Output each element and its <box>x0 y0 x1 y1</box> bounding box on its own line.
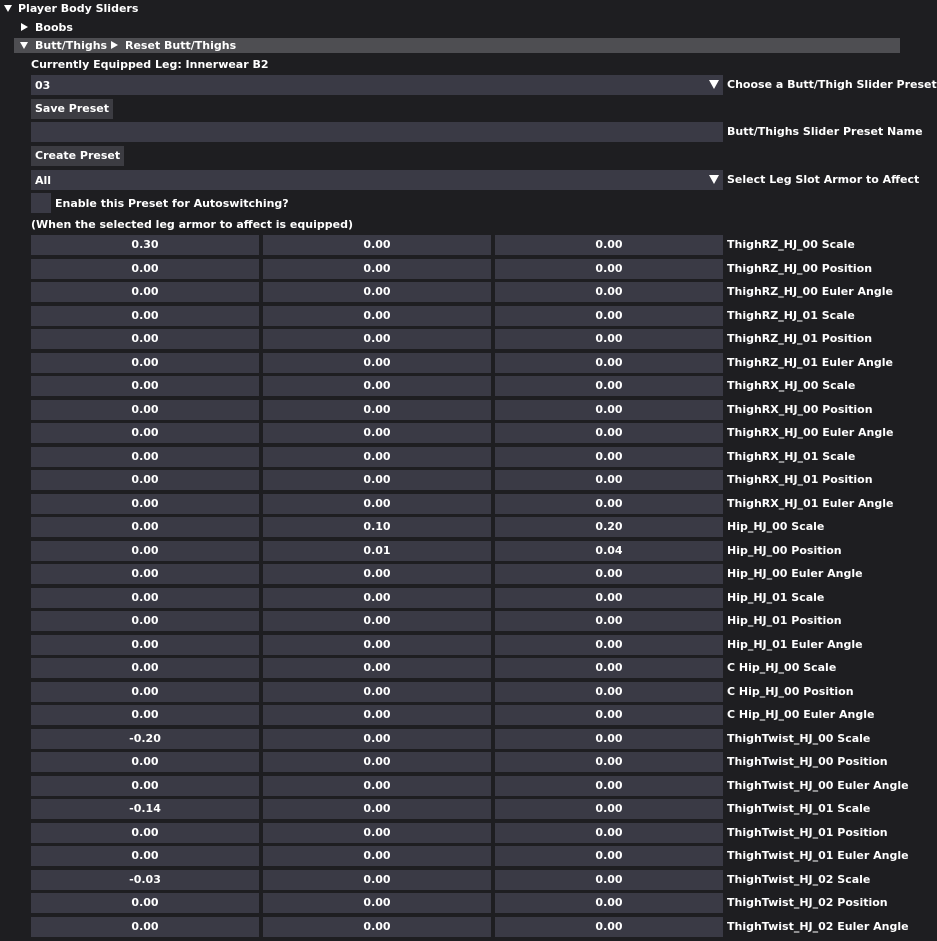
slider-value-field[interactable]: 0.00 <box>495 494 723 514</box>
slider-value-field[interactable]: 0.00 <box>31 776 259 796</box>
slider-row <box>0 729 900 750</box>
slider-row <box>0 611 900 632</box>
slider-value-field[interactable]: 0.00 <box>495 846 723 866</box>
slider-value-field[interactable]: 0.00 <box>263 447 491 467</box>
slider-value-field[interactable]: 0.00 <box>263 752 491 772</box>
slider-value-field[interactable]: 0.00 <box>31 353 259 373</box>
slider-value-field[interactable]: 0.00 <box>31 752 259 772</box>
slider-row-label: C Hip_HJ_00 Euler Angle <box>727 708 875 721</box>
slider-value-field[interactable]: 0.00 <box>495 400 723 420</box>
dropdown-arrow-icon <box>709 80 719 89</box>
slider-value-field[interactable]: 0.00 <box>31 329 259 349</box>
slider-row-label: ThighTwist_HJ_01 Scale <box>727 802 871 815</box>
slider-value-field[interactable]: -0.03 <box>31 870 259 890</box>
chevron-right-icon <box>111 41 118 49</box>
slider-row-label: ThighRX_HJ_00 Scale <box>727 379 856 392</box>
leg-slot-select[interactable] <box>31 170 723 190</box>
slider-row-label: ThighRZ_HJ_01 Euler Angle <box>727 356 893 369</box>
chevron-right-icon <box>21 23 28 31</box>
preset-select[interactable] <box>31 75 723 95</box>
preset-name-input[interactable] <box>31 122 723 142</box>
slider-row <box>0 846 909 867</box>
slider-value-field[interactable]: 0.00 <box>263 635 491 655</box>
slider-value-field[interactable]: 0.00 <box>31 541 259 561</box>
slider-rows <box>0 235 909 941</box>
equipped-leg-text: Currently Equipped Leg: Innerwear B2 <box>31 58 269 71</box>
autoswitch-note: (When the selected leg armor to affect is equipped) <box>31 218 353 231</box>
slider-value-field[interactable]: 0.00 <box>495 705 723 725</box>
slider-value-field[interactable]: 0.00 <box>263 376 491 396</box>
slider-value-field[interactable]: 0.00 <box>495 611 723 631</box>
slider-value-field[interactable]: 0.00 <box>495 235 723 255</box>
slider-value-field[interactable]: 0.00 <box>495 376 723 396</box>
slider-value-field[interactable]: 0.00 <box>263 729 491 749</box>
slider-row <box>0 893 900 914</box>
slider-value-field[interactable]: 0.00 <box>263 893 491 913</box>
slider-row-label: Hip_HJ_01 Position <box>727 614 842 627</box>
slider-row <box>0 329 900 350</box>
slider-row-label: ThighRZ_HJ_00 Scale <box>727 238 855 251</box>
reset-butt-thighs-node[interactable]: Reset Butt/Thighs <box>125 39 237 52</box>
slider-value-field[interactable]: 0.00 <box>31 917 259 937</box>
slider-row-label: C Hip_HJ_00 Scale <box>727 661 837 674</box>
leg-slot-select-label: Select Leg Slot Armor to Affect <box>727 173 920 186</box>
slider-row-label: ThighRX_HJ_01 Euler Angle <box>727 497 894 510</box>
slider-row <box>0 494 900 515</box>
slider-value-field[interactable]: 0.00 <box>263 846 491 866</box>
slider-value-field[interactable]: 0.01 <box>263 541 491 561</box>
slider-row <box>0 752 900 773</box>
slider-value-field[interactable]: 0.00 <box>263 682 491 702</box>
slider-value-field[interactable]: 0.00 <box>31 682 259 702</box>
slider-value-field[interactable]: 0.00 <box>31 588 259 608</box>
slider-value-field[interactable]: 0.04 <box>495 541 723 561</box>
leg-slot-select-value: All <box>35 174 52 187</box>
slider-row-label: ThighRZ_HJ_01 Scale <box>727 309 855 322</box>
slider-value-field[interactable]: 0.00 <box>263 917 491 937</box>
slider-value-field[interactable]: 0.00 <box>263 400 491 420</box>
slider-value-field[interactable]: 0.00 <box>31 823 259 843</box>
create-preset-button[interactable]: Create Preset <box>31 146 124 166</box>
slider-row <box>0 376 900 397</box>
slider-row <box>0 776 909 797</box>
slider-value-field[interactable]: 0.00 <box>495 259 723 279</box>
slider-row-label: ThighTwist_HJ_00 Euler Angle <box>727 779 909 792</box>
slider-row <box>0 917 909 938</box>
tree-node-butt-thighs[interactable] <box>14 38 900 53</box>
slider-value-field[interactable]: 0.00 <box>263 870 491 890</box>
slider-value-field[interactable]: 0.00 <box>495 470 723 490</box>
preset-select-value: 03 <box>35 79 51 92</box>
slider-row-label: ThighRX_HJ_01 Position <box>727 473 873 486</box>
slider-value-field[interactable]: 0.00 <box>495 306 723 326</box>
slider-value-field[interactable]: 0.00 <box>263 306 491 326</box>
slider-row-label: ThighTwist_HJ_00 Position <box>727 755 888 768</box>
slider-row <box>0 447 900 468</box>
slider-row-label: ThighTwist_HJ_02 Position <box>727 896 888 909</box>
slider-value-field[interactable]: 0.00 <box>495 799 723 819</box>
slider-value-field[interactable]: 0.00 <box>495 282 723 302</box>
slider-row-label: ThighRX_HJ_01 Scale <box>727 450 856 463</box>
slider-value-field[interactable]: 0.00 <box>31 376 259 396</box>
slider-row <box>0 658 900 679</box>
slider-row-label: ThighRX_HJ_00 Euler Angle <box>727 426 894 439</box>
slider-row <box>0 635 900 656</box>
slider-row <box>0 235 900 256</box>
slider-value-field[interactable]: 0.00 <box>495 682 723 702</box>
slider-value-field[interactable]: 0.00 <box>495 564 723 584</box>
slider-value-field[interactable]: 0.00 <box>31 494 259 514</box>
slider-value-field[interactable]: 0.00 <box>31 259 259 279</box>
slider-value-field[interactable]: 0.00 <box>31 517 259 537</box>
slider-value-field[interactable]: 0.00 <box>31 400 259 420</box>
slider-value-field[interactable]: 0.00 <box>263 494 491 514</box>
slider-value-field[interactable]: 0.00 <box>31 564 259 584</box>
tree-node-boobs[interactable] <box>14 19 314 37</box>
slider-row <box>0 799 900 820</box>
slider-value-field[interactable]: 0.00 <box>495 588 723 608</box>
slider-value-field[interactable]: 0.00 <box>31 470 259 490</box>
slider-value-field[interactable]: 0.00 <box>31 635 259 655</box>
tree-node-label: Player Body Sliders <box>18 2 139 15</box>
slider-value-field[interactable]: 0.00 <box>31 282 259 302</box>
slider-row-label: Hip_HJ_01 Scale <box>727 591 825 604</box>
slider-row-label: ThighRZ_HJ_00 Position <box>727 262 873 275</box>
slider-row <box>0 353 900 374</box>
slider-value-field[interactable]: 0.00 <box>263 235 491 255</box>
slider-row <box>0 823 900 844</box>
slider-row <box>0 400 900 421</box>
autoswitch-label: Enable this Preset for Autoswitching? <box>55 197 289 210</box>
slider-row-label: Hip_HJ_01 Euler Angle <box>727 638 863 651</box>
slider-value-field[interactable]: 0.00 <box>263 658 491 678</box>
slider-row-label: ThighRZ_HJ_01 Position <box>727 332 873 345</box>
slider-row <box>0 306 900 327</box>
slider-value-field[interactable]: -0.20 <box>31 729 259 749</box>
slider-value-field[interactable]: 0.10 <box>263 517 491 537</box>
slider-row <box>0 870 900 891</box>
save-preset-button[interactable]: Save Preset <box>31 99 113 119</box>
slider-row-label: ThighTwist_HJ_02 Scale <box>727 873 871 886</box>
slider-row <box>0 470 900 491</box>
slider-value-field[interactable]: 0.00 <box>263 588 491 608</box>
slider-value-field[interactable]: 0.00 <box>263 423 491 443</box>
dropdown-arrow-icon <box>709 175 719 184</box>
slider-row <box>0 588 900 609</box>
slider-value-field[interactable]: 0.00 <box>31 447 259 467</box>
slider-row-label: Hip_HJ_00 Euler Angle <box>727 567 863 580</box>
chevron-down-icon <box>4 5 12 12</box>
slider-row <box>0 541 900 562</box>
slider-value-field[interactable]: 0.00 <box>495 729 723 749</box>
slider-row-label: ThighRZ_HJ_00 Euler Angle <box>727 285 893 298</box>
slider-value-field[interactable]: 0.00 <box>263 282 491 302</box>
slider-value-field[interactable]: -0.14 <box>31 799 259 819</box>
slider-value-field[interactable]: 0.00 <box>263 470 491 490</box>
slider-row-label: C Hip_HJ_00 Position <box>727 685 854 698</box>
slider-value-field[interactable]: 0.00 <box>495 423 723 443</box>
preset-select-label: Choose a Butt/Thigh Slider Preset <box>727 78 937 91</box>
slider-value-field[interactable]: 0.00 <box>263 329 491 349</box>
slider-value-field[interactable]: 0.00 <box>263 799 491 819</box>
slider-value-field[interactable]: 0.00 <box>495 447 723 467</box>
slider-value-field[interactable]: 0.00 <box>495 870 723 890</box>
tree-node-player-body-sliders[interactable] <box>0 0 400 18</box>
slider-value-field[interactable]: 0.00 <box>263 611 491 631</box>
slider-row-label: Hip_HJ_00 Scale <box>727 520 825 533</box>
slider-row <box>0 423 900 444</box>
slider-row-label: ThighTwist_HJ_00 Scale <box>727 732 871 745</box>
slider-row-label: ThighTwist_HJ_01 Euler Angle <box>727 849 909 862</box>
slider-value-field[interactable]: 0.00 <box>495 776 723 796</box>
slider-row <box>0 282 900 303</box>
slider-value-field[interactable]: 0.00 <box>31 705 259 725</box>
slider-row <box>0 259 900 280</box>
tree-node-label: Boobs <box>35 21 73 34</box>
slider-row-label: ThighTwist_HJ_02 Euler Angle <box>727 920 909 933</box>
slider-value-field[interactable]: 0.00 <box>495 329 723 349</box>
slider-value-field[interactable]: 0.00 <box>263 353 491 373</box>
slider-value-field[interactable]: 0.00 <box>495 635 723 655</box>
slider-value-field[interactable]: 0.00 <box>31 893 259 913</box>
slider-row-label: Hip_HJ_00 Position <box>727 544 842 557</box>
slider-row <box>0 682 900 703</box>
autoswitch-checkbox[interactable] <box>31 193 51 213</box>
slider-value-field[interactable]: 0.00 <box>31 658 259 678</box>
chevron-down-icon <box>20 42 28 49</box>
slider-value-field[interactable]: 0.00 <box>31 611 259 631</box>
slider-value-field[interactable]: 0.00 <box>263 705 491 725</box>
slider-value-field[interactable]: 0.00 <box>495 823 723 843</box>
slider-row <box>0 564 900 585</box>
slider-value-field[interactable]: 0.00 <box>495 353 723 373</box>
slider-value-field[interactable]: 0.00 <box>495 917 723 937</box>
slider-value-field[interactable]: 0.00 <box>31 306 259 326</box>
slider-row <box>0 705 900 726</box>
tree-node-label: Butt/Thighs <box>35 39 108 52</box>
slider-row-label: ThighRX_HJ_00 Position <box>727 403 873 416</box>
slider-value-field[interactable]: 0.00 <box>263 823 491 843</box>
preset-name-label: Butt/Thighs Slider Preset Name <box>727 125 923 138</box>
slider-value-field[interactable]: 0.00 <box>263 259 491 279</box>
slider-value-field[interactable]: 0.00 <box>31 846 259 866</box>
slider-value-field[interactable]: 0.00 <box>263 564 491 584</box>
slider-value-field[interactable]: 0.00 <box>495 658 723 678</box>
slider-row <box>0 517 900 538</box>
slider-value-field[interactable]: 0.00 <box>31 423 259 443</box>
slider-value-field[interactable]: 0.00 <box>495 893 723 913</box>
slider-value-field[interactable]: 0.00 <box>495 752 723 772</box>
slider-value-field[interactable]: 0.30 <box>31 235 259 255</box>
slider-value-field[interactable]: 0.00 <box>263 776 491 796</box>
slider-row-label: ThighTwist_HJ_01 Position <box>727 826 888 839</box>
slider-value-field[interactable]: 0.20 <box>495 517 723 537</box>
